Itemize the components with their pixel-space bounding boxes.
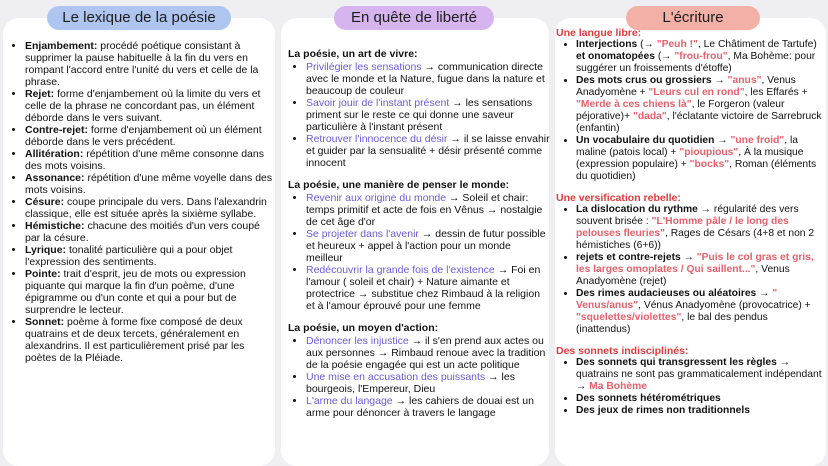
list-item: • Redécouvrir la grande fois de l'existence → Foi en l'amour ( soleil et chair) + Nature aimante et protectrice → substitue chez Rimbaud à la religion et à l'amour éprouvé pour une femme <box>306 264 550 312</box>
writing-content <box>556 27 824 426</box>
list-item: • Une mise en accusation des puissants → les bourgeois, l'Empereur, Dieu <box>306 371 550 395</box>
list-item: • Allitération: répétition d'une même consonne dans des mots voisins. <box>25 148 274 172</box>
list-item: • La dislocation du rythme → régularité des vers souvent brisée : "L'Homme pâle / le long des pelouses fleuries", Rages de Césars (4+8 et non 2 hémistiches (6+6)) <box>576 204 824 252</box>
writing-title: L'écriture <box>626 6 760 30</box>
list-item: • Enjambement: procédé poétique consistant à supprimer la pause habituelle à la fin du vers en rompant l'accord entre l'unité du vers et celle de la phrase. <box>25 40 274 88</box>
section-rebel-versification <box>556 192 824 336</box>
section-free-language <box>556 27 824 183</box>
lexicon-list <box>12 40 274 364</box>
section-heading: La poésie, une manière de penser le monde: <box>288 179 510 191</box>
list-item: • Assonance: répétition d'une même voyelle dans des mots voisins. <box>25 172 274 196</box>
liberty-title: En quête de liberté <box>334 6 494 30</box>
list-item: • Rejet: forme d'enjambement où la limite du vers et celle de la phrase ne concordant pas, un élément déborde dans le vers suivant. <box>25 88 274 124</box>
list-item: • Privilégier les sensations → communication directe avec le monde et la Nature, fugue dans la nature et beaucoup de couleur <box>306 61 550 97</box>
list-item: • Des rimes audacieuses ou aléatoires → " Venus/anus", Vénus Anadyomène (provocatrice) + "squelettes/violettes", le bal des pendus (inattendus) <box>576 288 824 336</box>
list-item: • L'arme du langage → les cahiers de douai est un arme pour dénoncer à travers le langage <box>306 395 550 419</box>
list-item: • Sonnet: poème à forme fixe composé de deux quatrains et de deux tercets, généralement en alexandrins. Il est particulièrement prisé par les poètes de la Pléiade. <box>25 316 274 364</box>
list-item: • Se projeter dans l'avenir → dessin de futur possible et heureux + appel à l'action pour un monde meilleur <box>306 228 550 264</box>
list-item: • Savoir jouir de l'instant présent → les sensations priment sur le reste ce qui donne une saveur particulière à l'instant présent <box>306 97 550 133</box>
section-heading: Une versification rebelle: <box>556 192 681 204</box>
section-art-of-living <box>288 48 550 169</box>
section-heading: Des sonnets indisciplinés: <box>556 345 689 357</box>
list-item: • Lyrique: tonalité particulière qui a pour objet l'expression des sentiments. <box>25 244 274 268</box>
list-item: • Des mots crus ou grossiers → "anus", Venus Anadyomène + "Leurs cul en rond", les Effarés + "Merde à ces chiens là", le Forgeron (valeur péjorative)+ "dada", l'éclatante victoire de Sarrebruck (enfantin) <box>576 75 824 135</box>
list-item: • Pointe: trait d'esprit, jeu de mots ou expression piquante qui marque la fin d'un poème, d'une épigramme ou d'un conte et qui a pour but de surprendre le lecteur. <box>25 268 274 316</box>
list-item: • Interjections (→ "Peuh !", Le Châtiment de Tartufe) et onomatopées (→ "frou-frou", Ma Bohème: pour suggérer un froissements d'étoffe) <box>576 39 824 75</box>
list-item: • Un vocabulaire du quotidien → "une froid", la maline (patois local) + "pioupious", À la musique (expression populaire) + "bocks", Roman (éléments du quotidien) <box>576 135 824 183</box>
list-item: • Des sonnets qui transgressent les règles → quatrains ne sont pas grammaticalement indépendant → Ma Bohème <box>576 357 824 393</box>
liberty-content <box>288 48 550 429</box>
list-item: • Hémistiche: chacune des moitiés d'un vers coupé par la césure. <box>25 220 274 244</box>
list-item: • Des sonnets hétérométriques <box>576 393 824 405</box>
list-item: • Retrouver l'innocence du désir → il se laisse envahir et guider par la sensualité + désir présenté comme innocent <box>306 133 550 169</box>
list-item: • Revenir aux origine du monde → Soleil et chair: temps primitif et acte de fois en Vênus → nostalgie de cet âge d'or <box>306 192 550 228</box>
section-way-of-thinking <box>288 179 550 312</box>
lexicon-title: Le lexique de la poésie <box>47 6 231 30</box>
list-item: • Dénoncer les injustice → il s'en prend aux actes ou aux personnes → Rimbaud renoue avec la tradition de la poésie engagée qui est un acte politique <box>306 335 550 371</box>
list-item: • Contre-rejet: forme d'enjambement où un élément déborde dans le vers précédent. <box>25 124 274 148</box>
section-heading: La poésie, un art de vivre: <box>288 48 418 60</box>
section-heading: Une langue libre: <box>556 27 642 39</box>
list-item: • Des jeux de rimes non traditionnels <box>576 405 824 417</box>
section-heading: La poésie, un moyen d'action: <box>288 322 439 334</box>
section-undisciplined-sonnets <box>556 345 824 417</box>
list-item: • rejets et contre-rejets → "Puis le col gras et gris, les larges omoplates / Qui saillent...", Venus Anadyomène (rejet) <box>576 252 824 288</box>
section-means-of-action <box>288 322 550 419</box>
list-item: • Césure: coupe principale du vers. Dans l'alexandrin classique, elle est située après la sixième syllabe. <box>25 196 274 220</box>
